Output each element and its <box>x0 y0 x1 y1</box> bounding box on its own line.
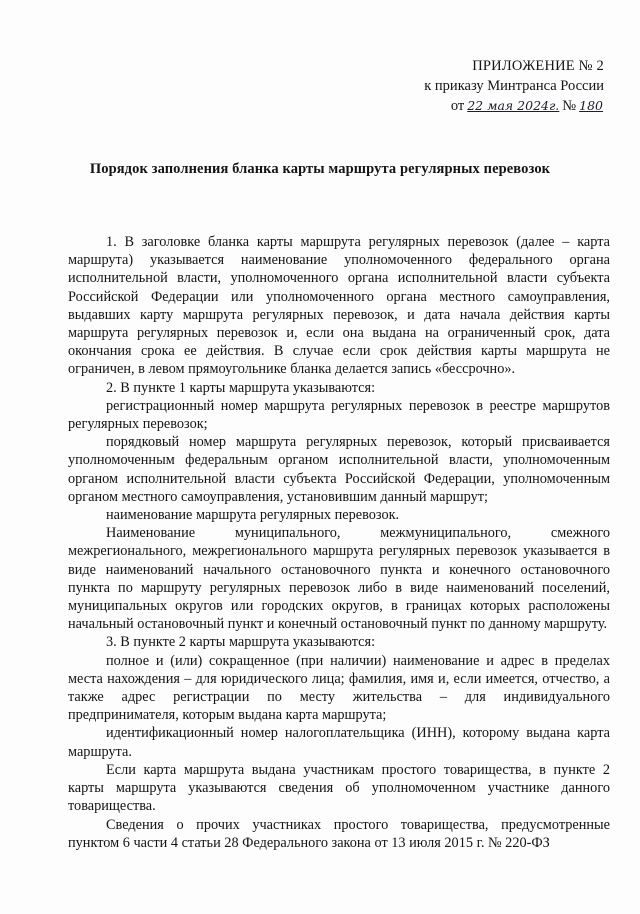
paragraph: Если карта маршрута выдана участникам простого товарищества, в пункте 2 карты маршрута указываются сведения об уполномоченном участнике данного товарищества. <box>68 761 610 815</box>
document-body <box>68 233 610 852</box>
handwritten-number: 180 <box>579 98 603 113</box>
paragraph: 2. В пункте 1 карты маршрута указываются: <box>106 379 376 396</box>
paragraph: идентификационный номер налогоплательщика (ИНН), которому выдана карта маршрута. <box>68 725 610 760</box>
appendix-header <box>364 56 604 116</box>
paragraph: полное и (или) сокращенное (при наличии) наименование и адрес в пределах места нахождения – для юридического лица; фамилия, имя и, если имеется, отчество, а также адрес регистрации по месту жительства – для индивидуального предпринимателя, которым выдана карта маршрута; <box>68 652 610 724</box>
date-prefix: от <box>450 98 465 114</box>
paragraph: 1. В заголовке бланка карты маршрута регулярных перевозок (далее – карта маршрута) указывается наименование уполномоченного федерального органа исполнительной власти, уполномоченного органа исполнительной власти субъекта Российской Федерации или уполномоченного органа местного самоуправления, выдавших карту маршрута регулярных перевозок, и дата начала действия карты маршрута регулярных перевозок и, если она выдана на ограниченный срок, дата окончания срока ее действия. В случае если срок действия карты маршрута не ограничен, в левом прямоугольнике бланка делается запись «бессрочно». <box>68 234 610 378</box>
paragraph: порядковый номер маршрута регулярных перевозок, который присваивается уполномоченным федеральным органом исполнительной власти, уполномоченным органом исполнительной власти субъекта Российской Федерации, уполномоченным органом местного самоуправления, установившим данный маршрут; <box>68 434 610 505</box>
order-reference: к приказу Минтранса России <box>424 78 604 94</box>
order-date-line <box>364 96 604 116</box>
handwritten-date: 22 мая 2024г. <box>467 98 560 113</box>
appendix-number: ПРИЛОЖЕНИЕ № 2 <box>472 58 604 74</box>
paragraph: Наименование муниципального, межмуниципального, смежного межрегионального, межрегионального маршрута регулярных перевозок указывается в виде наименований начального остановочного пункта и конечного остановочного пункта по маршруту регулярных перевозок либо в виде наименований поселений, муниципальных округов или городских округов, в границах которых расположены начальный остановочный пункт и конечный остановочный пункт по данному маршруту. <box>68 525 610 633</box>
number-prefix: № <box>562 98 577 114</box>
document-title: Порядок заполнения бланка карты маршрута регулярных перевозок <box>89 161 551 177</box>
paragraph: Сведения о прочих участниках простого товарищества, предусмотренные пунктом 6 части 4 статьи 28 Федерального закона от 13 июля 2015 г. № 220-ФЗ <box>68 816 610 851</box>
paragraph: наименование маршрута регулярных перевозок. <box>106 507 400 524</box>
paragraph: 3. В пункте 2 карты маршрута указываются: <box>106 634 376 651</box>
paragraph: регистрационный номер маршрута регулярных перевозок в реестре маршрутов регулярных перевозок; <box>68 397 610 433</box>
